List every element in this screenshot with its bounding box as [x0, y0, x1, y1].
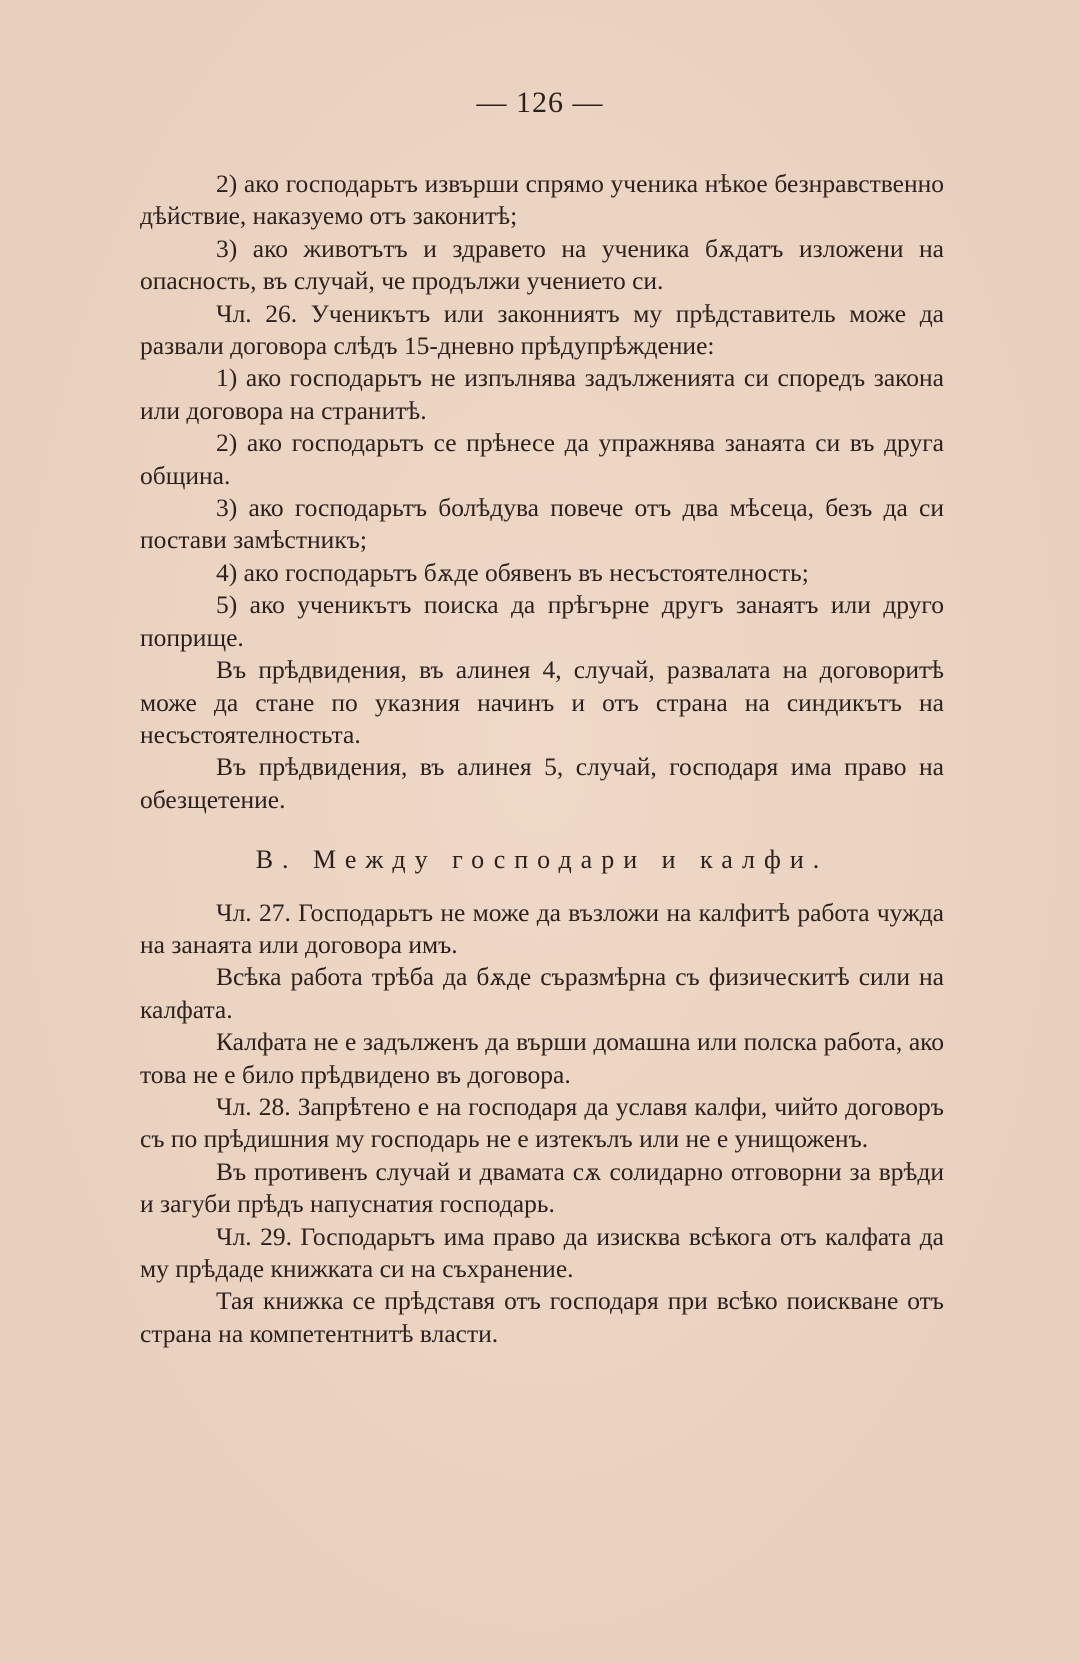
paragraph: 3) ако животътъ и здравето на ученика бѫдатъ изложени на опасность, въ случай, че продължи учението си.: [140, 233, 944, 296]
section-heading: В. Между господари и калфи.: [255, 845, 829, 875]
paragraph: Всѣка работа трѣба да бѫде съразмѣрна съ физическитѣ сили на калфата.: [140, 962, 944, 1024]
article-26-paragraph: Чл. 26. Ученикътъ или законниятъ му прѣдставитель може да развали договора слѣдъ 15-дневно прѣдупрѣждение:: [140, 298, 944, 361]
page-number: — 126 —: [476, 86, 604, 119]
article-29-paragraph: Чл. 29. Господарьтъ има право да изисква всѣкога отъ калфата да му прѣдаде книжката си на съхранение.: [140, 1221, 944, 1283]
article-28-paragraph: Чл. 28. Запрѣтено е на господаря да уславя калфи, чийто договоръ съ по прѣдишния му господарь не е изтекълъ или не е унищоженъ.: [140, 1091, 944, 1154]
paragraph: Въ прѣдвидения, въ алинея 4, случай, развалата на договоритѣ може да стане по указния начинъ и отъ страна на синдикътъ на несъстоятелностьта.: [140, 655, 944, 749]
page-text: [140, 168, 944, 1350]
paragraph: 5) ако ученикътъ поиска да прѣгърне другъ занаятъ или друго поприще.: [140, 590, 944, 652]
paragraph: 2) ако господарьтъ извърши спрямо ученика нѣкое безнравственно дѣйствие, наказуемо отъ законитѣ;: [140, 169, 944, 231]
paragraph: 1) ако господарьтъ не изпълнява задълженията си споредъ закона или договора на странитѣ.: [140, 363, 944, 425]
paragraph: 4) ако господарьтъ бѫде обявенъ въ несъстоятелность;: [216, 557, 809, 587]
paragraph: Въ прѣдвидения, въ алинея 5, случай, господаря има право на обезщетение.: [140, 752, 944, 814]
paragraph: 2) ако господарьтъ се прѣнесе да упражнява занаята си въ друга община.: [140, 428, 944, 490]
paragraph: 3) ако господарьтъ болѣдува повече отъ два мѣсеца, безъ да си постави замѣстникъ;: [140, 493, 944, 555]
paragraph: Калфата не е задълженъ да върши домашна или полска работа, ако това не е било прѣдвидено въ договора.: [140, 1027, 944, 1089]
paragraph: Въ противенъ случай и двамата сѫ солидарно отговорни за врѣди и загуби прѣдъ напуснатия господарь.: [140, 1156, 944, 1219]
article-27-paragraph: Чл. 27. Господарьтъ не може да възложи на калфитѣ работа чужда на занаята или договора имъ.: [140, 897, 944, 959]
paragraph: Тая книжка се прѣдставя отъ господаря при всѣко поискване отъ страна на компетентнитѣ власти.: [140, 1286, 944, 1348]
